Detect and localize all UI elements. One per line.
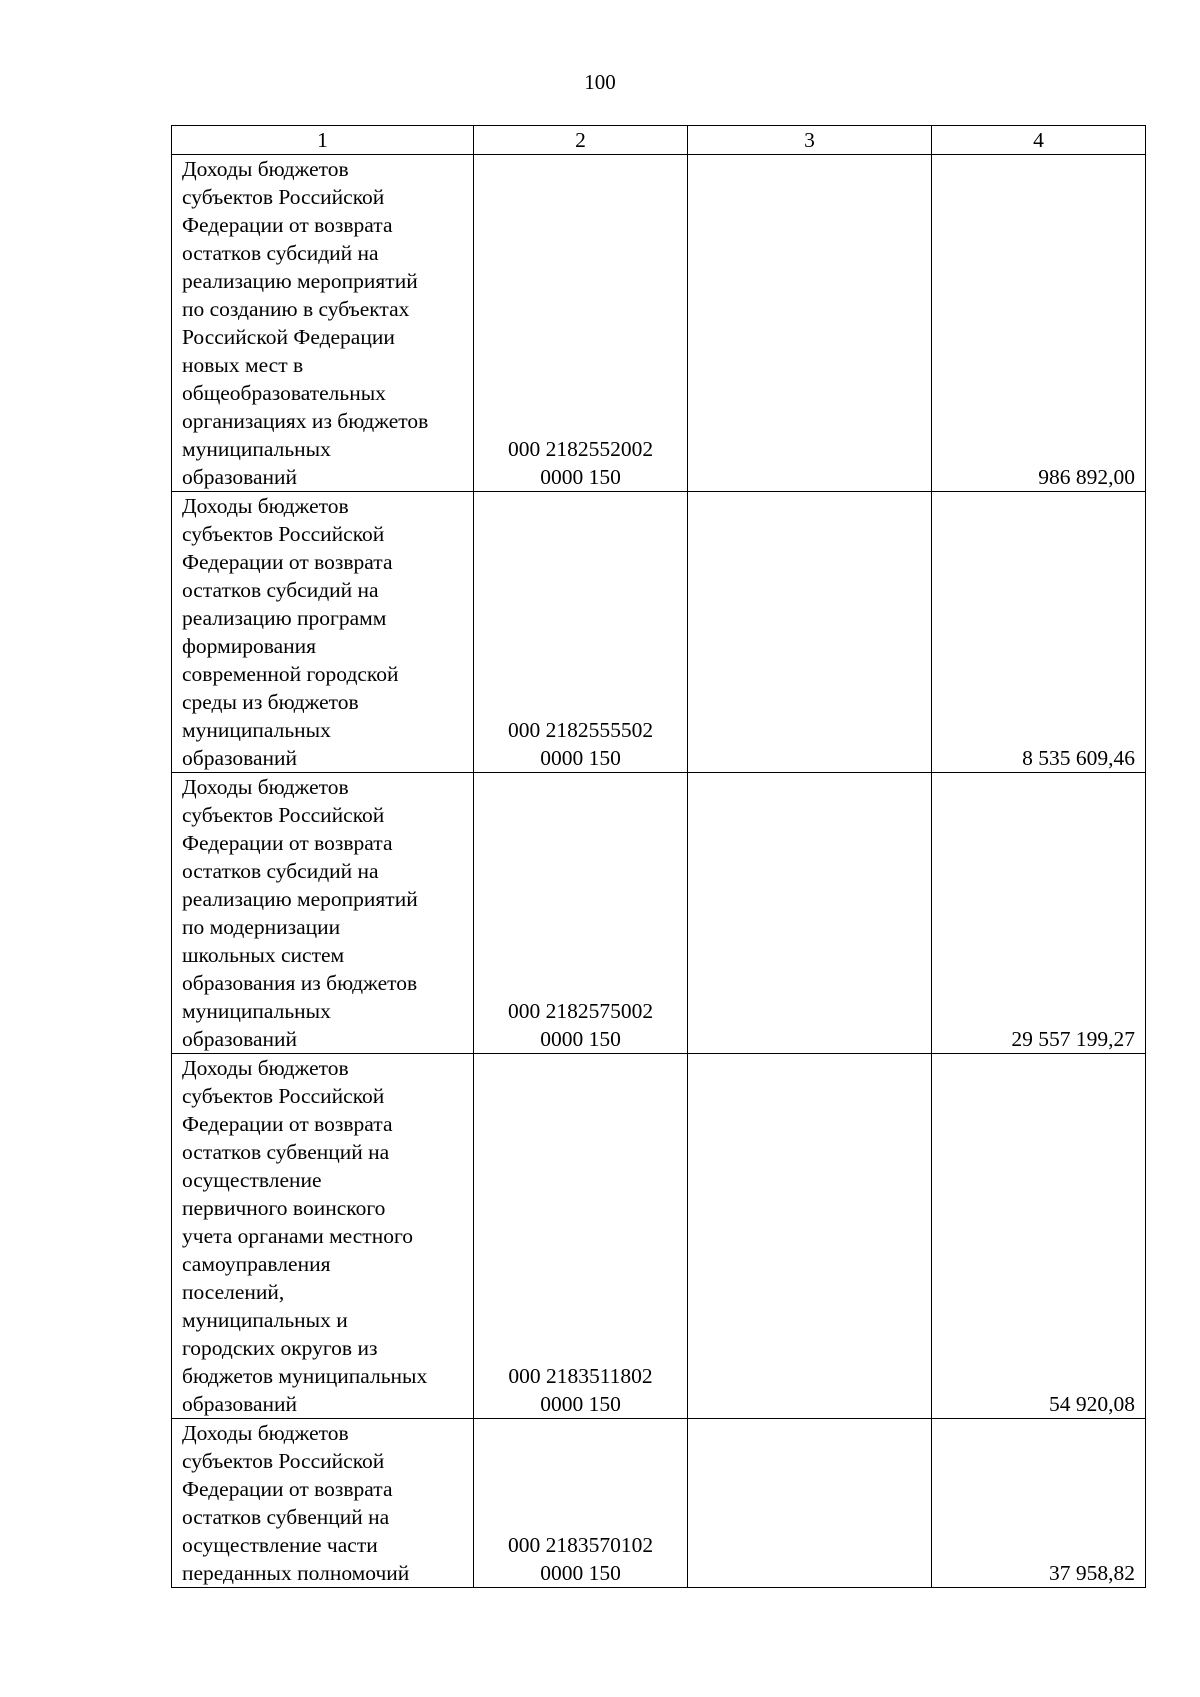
header-col-4: 4 bbox=[932, 126, 1146, 155]
income-amount: 54 920,08 bbox=[932, 1054, 1146, 1419]
header-col-1: 1 bbox=[172, 126, 474, 155]
col3-cell bbox=[688, 1419, 932, 1588]
income-name: Доходы бюджетов субъектов Российской Федерации от возврата остатков субвенций на осуществление первичного воинского учета органами местного самоуправления поселений, муниципальных и городских округов из бюджетов муниципальных образований bbox=[182, 1056, 428, 1416]
table-row bbox=[172, 1419, 1146, 1588]
col3-cell bbox=[688, 155, 932, 492]
income-code: 000 2182575002 0000 150 bbox=[507, 999, 654, 1051]
income-name: Доходы бюджетов субъектов Российской Федерации от возврата остатков субсидий на реализацию мероприятий по созданию в субъектах Российской Федерации новых мест в общеобразовательных организациях из бюджетов муниципальных образований bbox=[182, 157, 429, 489]
income-amount: 8 535 609,46 bbox=[932, 492, 1146, 773]
income-name-cell bbox=[172, 492, 474, 773]
col3-cell bbox=[688, 1054, 932, 1419]
col3-cell bbox=[688, 773, 932, 1054]
income-name-cell bbox=[172, 773, 474, 1054]
income-code: 000 2183511802 0000 150 bbox=[508, 1364, 653, 1416]
income-code-cell bbox=[474, 492, 688, 773]
income-name-cell bbox=[172, 1054, 474, 1419]
income-name: Доходы бюджетов субъектов Российской Федерации от возврата остатков субсидий на реализацию мероприятий по модернизации школьных систем образования из бюджетов муниципальных образований bbox=[182, 775, 418, 1051]
table-header-row bbox=[172, 126, 1146, 155]
col3-cell bbox=[688, 492, 932, 773]
income-amount: 29 557 199,27 bbox=[932, 773, 1146, 1054]
income-amount: 37 958,82 bbox=[932, 1419, 1146, 1588]
income-code: 000 2183570102 0000 150 bbox=[507, 1533, 654, 1585]
income-code: 000 2182555502 0000 150 bbox=[507, 718, 654, 770]
table-row bbox=[172, 155, 1146, 492]
header-col-3: 3 bbox=[688, 126, 932, 155]
income-code-cell bbox=[474, 155, 688, 492]
income-name-cell bbox=[172, 155, 474, 492]
header-col-2: 2 bbox=[474, 126, 688, 155]
income-code: 000 2182552002 0000 150 bbox=[507, 437, 654, 489]
income-code-cell bbox=[474, 773, 688, 1054]
income-code-cell bbox=[474, 1419, 688, 1588]
income-amount: 986 892,00 bbox=[932, 155, 1146, 492]
page-number: 100 bbox=[584, 70, 616, 94]
income-name-cell bbox=[172, 1419, 474, 1588]
income-code-cell bbox=[474, 1054, 688, 1419]
revenue-table bbox=[171, 125, 1146, 1588]
income-name: Доходы бюджетов субъектов Российской Федерации от возврата остатков субвенций на осуществление части переданных полномочий bbox=[182, 1421, 410, 1585]
income-name: Доходы бюджетов субъектов Российской Федерации от возврата остатков субсидий на реализацию программ формирования современной городской среды из бюджетов муниципальных образований bbox=[182, 494, 399, 770]
table-row bbox=[172, 492, 1146, 773]
table-row bbox=[172, 1054, 1146, 1419]
table-row bbox=[172, 773, 1146, 1054]
